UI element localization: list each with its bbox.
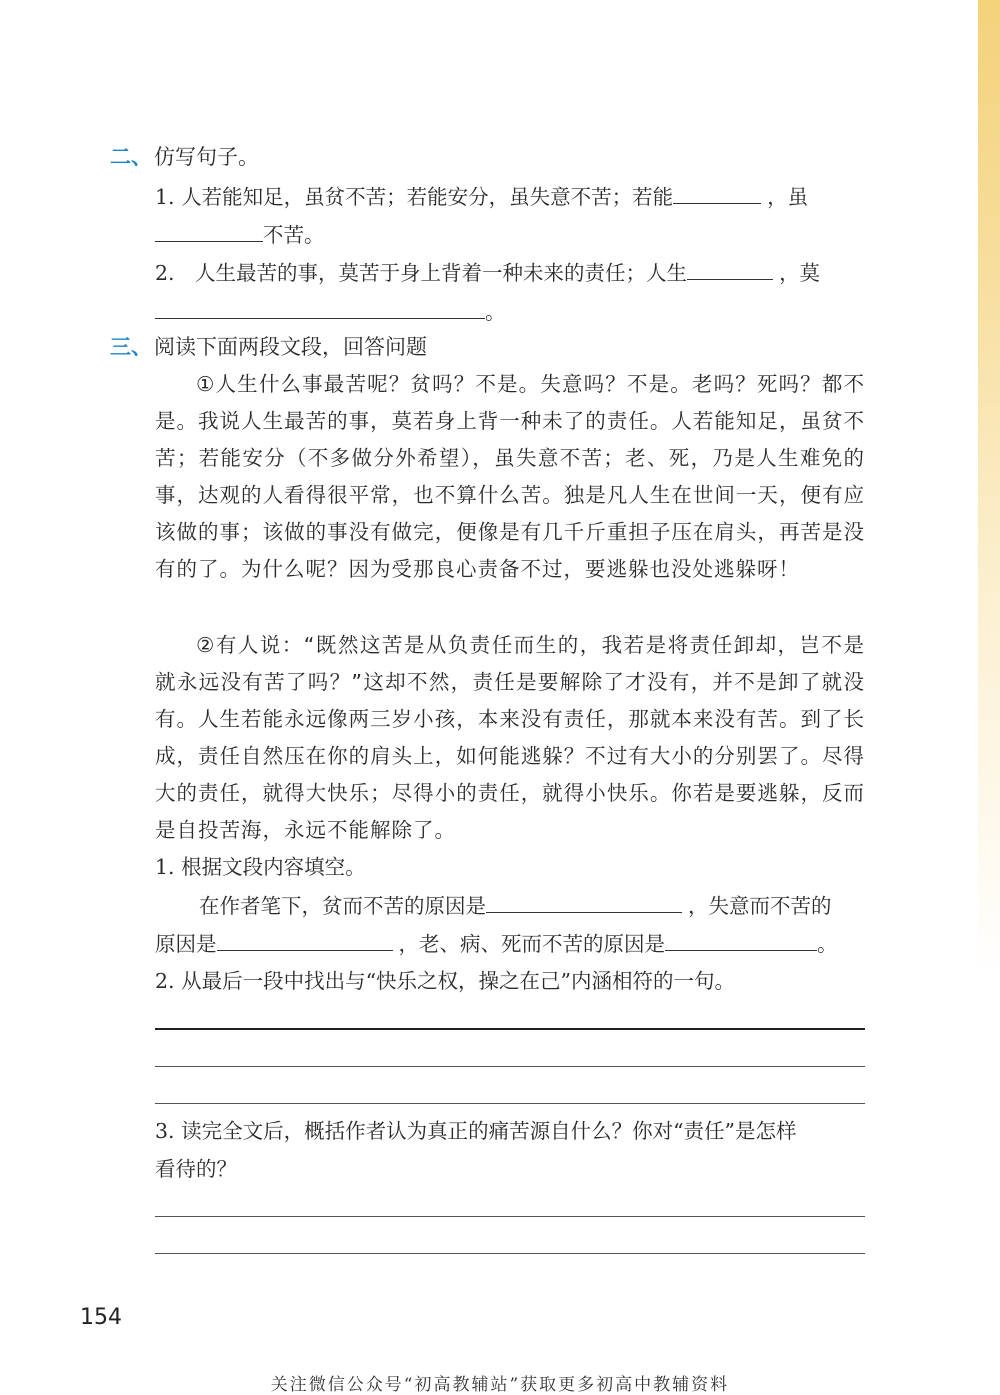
section2-q1-line2 xyxy=(155,221,325,249)
answer-line[interactable] xyxy=(155,1066,865,1067)
section3-q3-line2: 看待的？ xyxy=(155,1157,237,1181)
answer-blank[interactable] xyxy=(155,298,485,319)
section3-q1-fill-text-a: 在作者笔下，贫而不苦的原因是 xyxy=(199,894,486,918)
section2-heading xyxy=(110,143,259,171)
section2-q2-line2 xyxy=(155,298,506,326)
answer-blank[interactable] xyxy=(687,259,773,280)
section3-heading-text: 阅读下面两段文段，回答问题 xyxy=(154,335,427,359)
page-number: 154 xyxy=(80,1305,122,1330)
section2-heading-num: 二、 xyxy=(110,144,152,169)
section2-q2-text-b: ，莫 xyxy=(779,261,821,285)
section2-q2-text-a: 2. 人生最苦的事，莫苦于身上背着一种未来的责任；人生 xyxy=(155,261,688,285)
section2-q1-line1 xyxy=(155,183,808,211)
answer-blank[interactable] xyxy=(665,930,817,951)
section2-q1-text-b: ，虽 xyxy=(767,185,809,209)
section2-q2-line1 xyxy=(155,259,820,287)
section3-q3-line1: 3. 读完全文后，概括作者认为真正的痛苦源自什么？你对“责任”是怎样 xyxy=(155,1119,797,1143)
section2-q1-text-a: 1. 人若能知足，虽贫不苦；若能安分，虽失意不苦；若能 xyxy=(155,185,674,209)
section3-q1-fill-text-b: ，失意而不苦的 xyxy=(688,894,832,918)
answer-line[interactable] xyxy=(155,1253,865,1254)
section3-q1: 1. 根据文段内容填空。 xyxy=(155,855,366,879)
section3-q1-fill-line2 xyxy=(155,930,838,958)
page-edge-decoration xyxy=(978,0,1000,1393)
section2-q1-text-c: 不苦。 xyxy=(263,223,325,247)
section2-heading-text: 仿写句子。 xyxy=(154,145,259,169)
footer-note: 关注微信公众号“初高教辅站”获取更多初高中教辅资料 xyxy=(270,1375,730,1395)
section3-q1-fill-text-c: 原因是 xyxy=(155,932,217,956)
answer-blank[interactable] xyxy=(155,221,263,242)
section3-heading-num: 三、 xyxy=(110,334,152,359)
answer-blank[interactable] xyxy=(673,183,761,204)
answer-line[interactable] xyxy=(155,1216,865,1217)
section3-heading xyxy=(110,333,427,361)
answer-line[interactable] xyxy=(155,1028,865,1030)
section2-q2-text-c: 。 xyxy=(485,300,506,324)
section3-q1-fill-text-d: ，老、病、死而不苦的原因是 xyxy=(398,932,665,956)
section3-q1-fill-line1 xyxy=(199,892,832,920)
answer-line[interactable] xyxy=(155,1103,865,1104)
passage-paragraph-2: ②有人说：“既然这苦是从负责任而生的，我若是将责任卸却，岂不是就永远没有苦了吗？”这却不然，责任是要解除了才没有，并不是卸了就没有。人生若能永远像两三岁小孩，本来没有责任，那就本来没有苦。到了长成，责任自然压在你的肩头上，如何能逃躲？不过有大小的分别罢了。尽得大的责任，就得大快乐；尽得小的责任，就得小快乐。你若是要逃躲，反而是自投苦海，永远不能解除了。 xyxy=(155,633,865,842)
passage-paragraph-1: ①人生什么事最苦呢？贫吗？不是。失意吗？不是。老吗？死吗？都不是。我说人生最苦的事，莫若身上背一种未了的责任。人若能知足，虽贫不苦；若能安分（不多做分外希望），虽失意不苦；老、死，乃是人生难免的事，达观的人看得很平常，也不算什么苦。独是凡人生在世间一天，便有应该做的事；该做的事没有做完，便像是有几千斤重担子压在肩头，再苦是没有的了。为什么呢？因为受那良心责备不过，要逃躲也没处逃躲呀！ xyxy=(155,372,865,581)
answer-blank[interactable] xyxy=(217,930,393,951)
section3-q1-fill-text-e: 。 xyxy=(817,932,838,956)
answer-blank[interactable] xyxy=(486,892,682,913)
section3-q2: 2. 从最后一段中找出与“快乐之权，操之在己”内涵相符的一句。 xyxy=(155,969,736,993)
